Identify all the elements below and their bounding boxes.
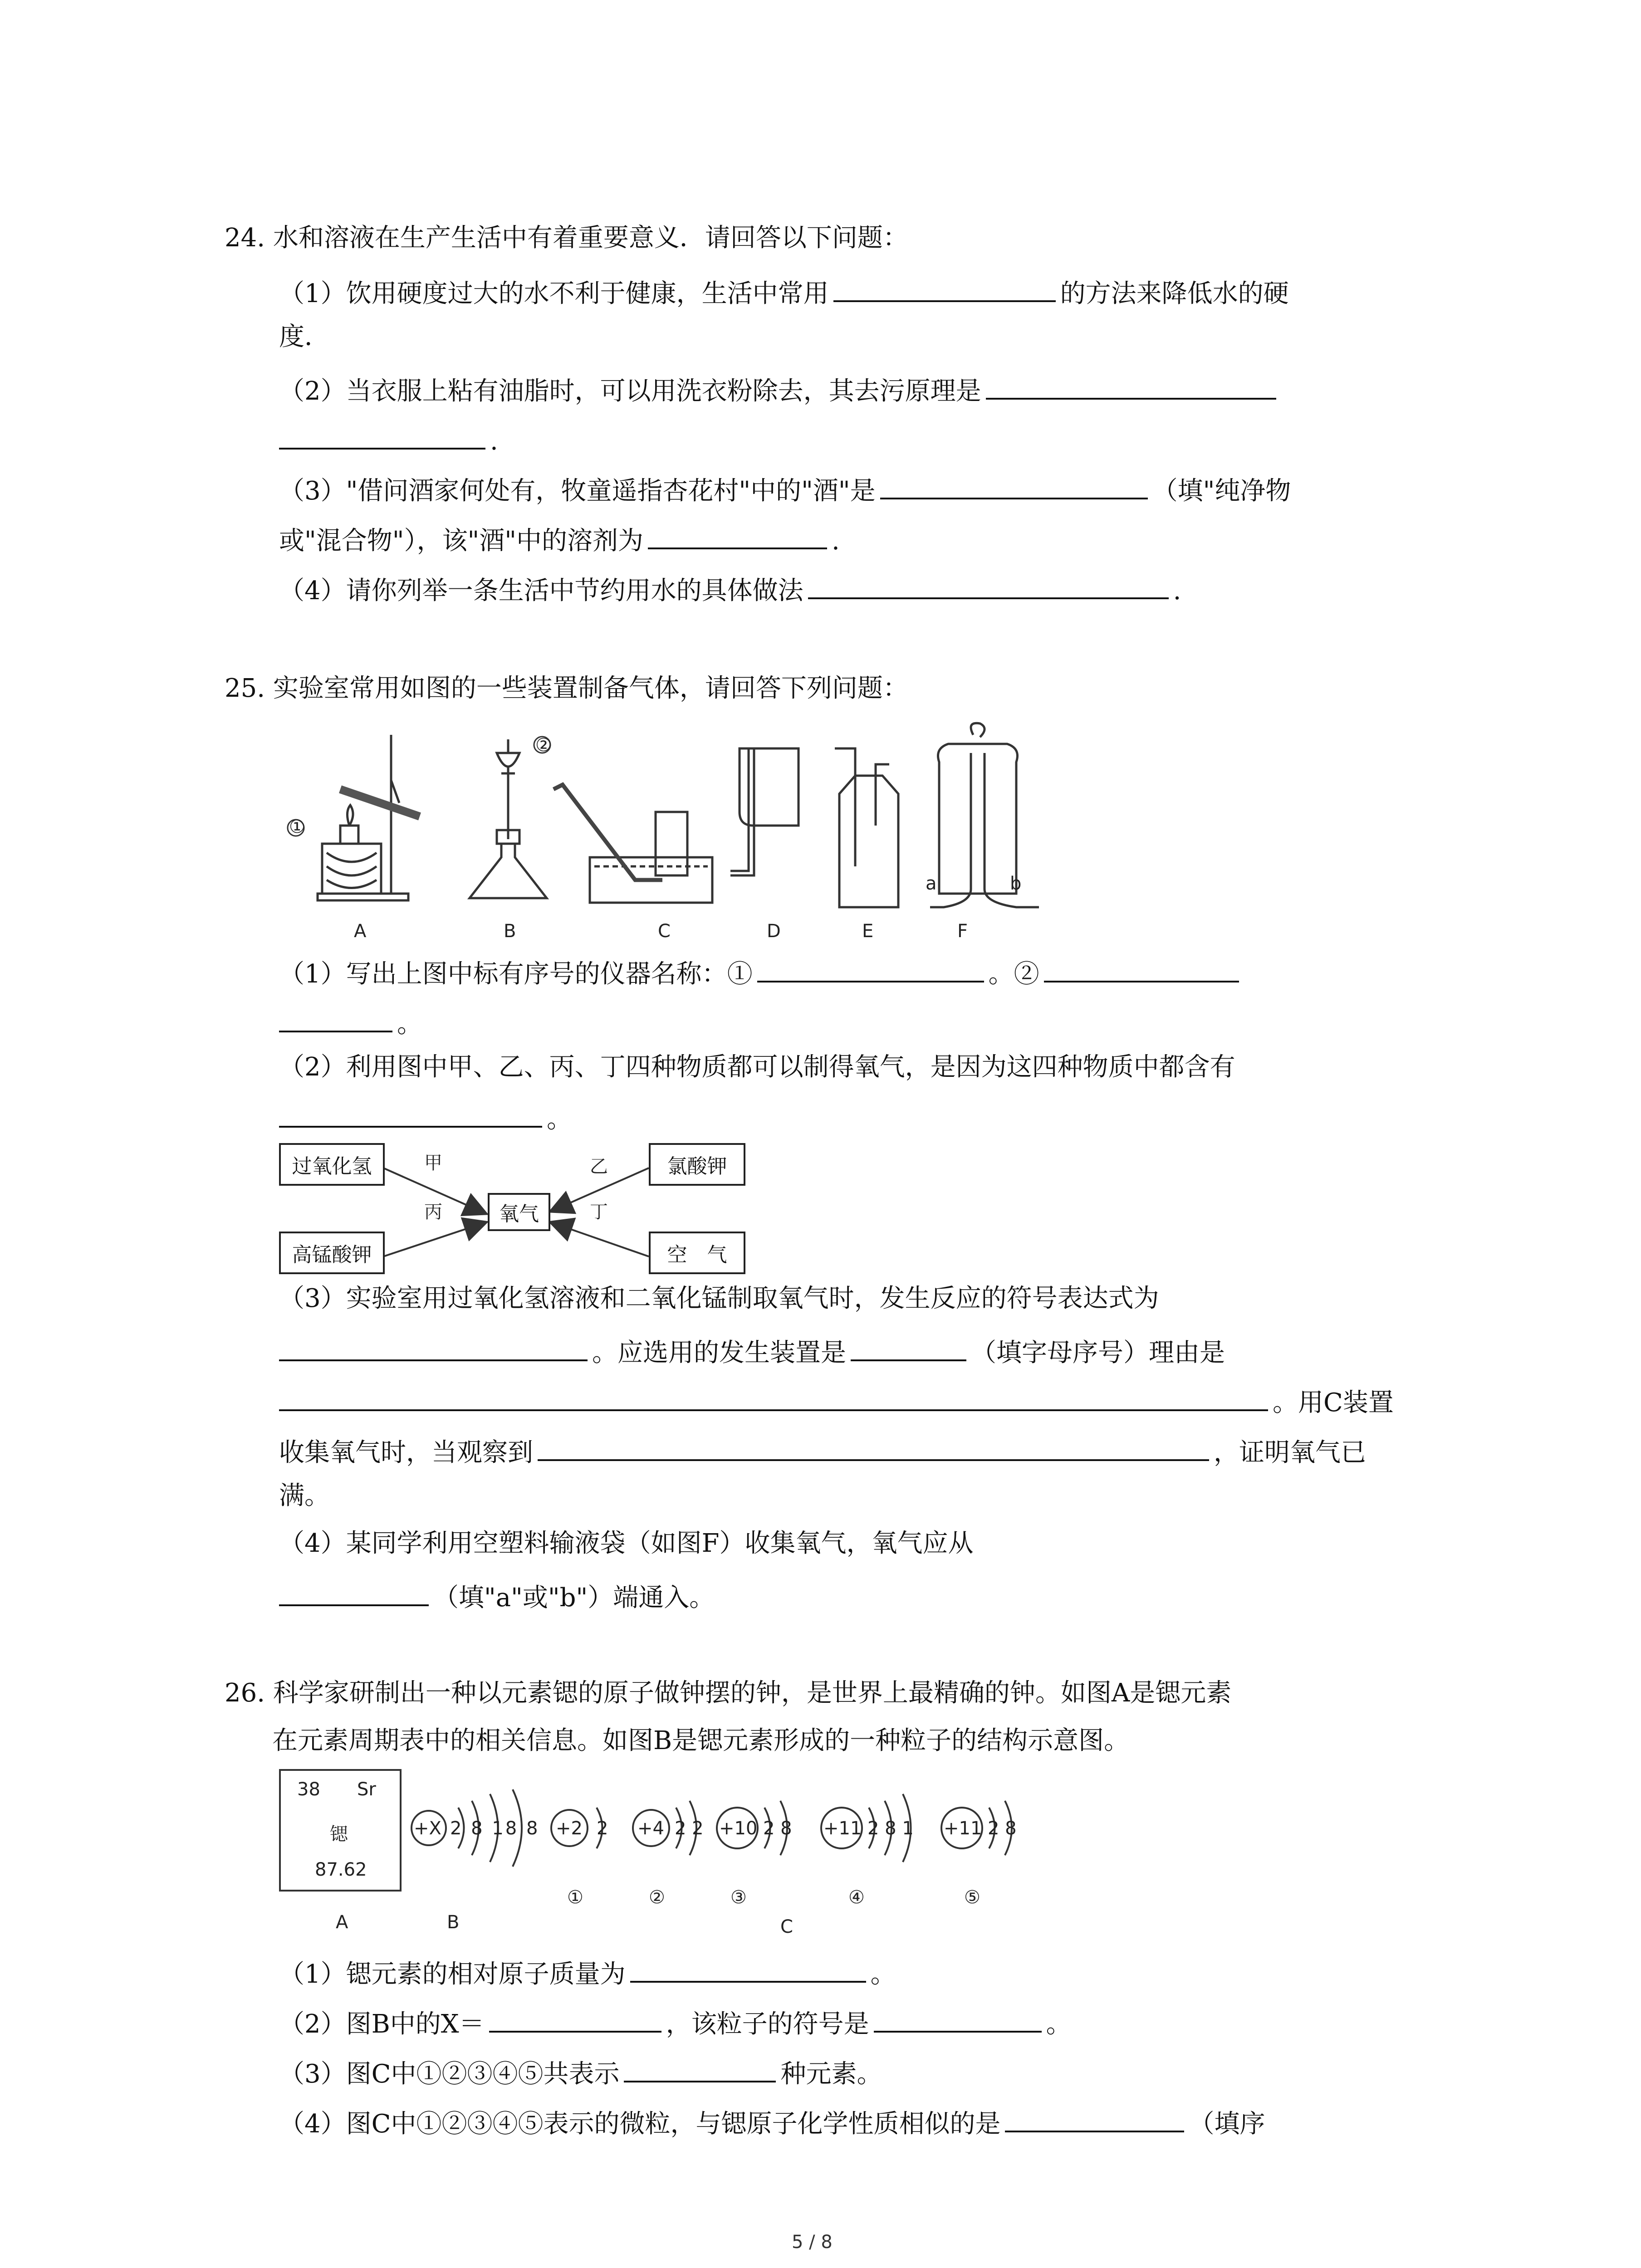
- page-number: 5 / 8: [792, 2232, 833, 2253]
- structure-c2-label: ②: [649, 1887, 665, 1908]
- q24-p1-cont: 度．: [279, 322, 330, 352]
- structure-c4-shells: 2 8 1: [867, 1818, 914, 1839]
- label-jia: 甲: [424, 1153, 442, 1173]
- bag-end-b: b: [1010, 873, 1022, 894]
- fig-label-b: B: [447, 1912, 460, 1933]
- q24-title: 24. 水和溶液在生产生活中有着重要意义．请回答以下问题：: [225, 223, 908, 253]
- q25-p3-line4: [279, 1436, 1366, 1466]
- q24-blank-2a[interactable]: [986, 374, 1276, 400]
- structure-c1-label: ①: [567, 1887, 583, 1908]
- structure-c5: [937, 1783, 1037, 1914]
- q25-p1: [279, 957, 1244, 987]
- q24-p1: [279, 277, 1289, 307]
- apparatus-marker-2: ②: [535, 735, 552, 756]
- element-card: [279, 1769, 402, 1892]
- bag-end-a: a: [926, 873, 937, 894]
- q25-blank-2[interactable]: [279, 1102, 542, 1128]
- q25-blank-3c[interactable]: [279, 1386, 1268, 1411]
- q25-blank-1b[interactable]: [1044, 957, 1239, 982]
- structure-c3-label: ③: [730, 1887, 747, 1908]
- apparatus-marker-1: ①: [289, 816, 305, 837]
- q25-p4-text-b: （填"a"或"b"）端通入。: [433, 1583, 715, 1613]
- box-kclo3: 氯酸钾: [649, 1143, 745, 1186]
- q26-title-1: 26. 科学家研制出一种以元素锶的原子做钟摆的钟，是世界上最精确的钟。如图A是锶元素: [225, 1678, 1232, 1708]
- q26-p4-text-a: （4）图C中①②③④⑤表示的微粒，与锶原子化学性质相似的是: [279, 2109, 1001, 2139]
- q24-p4-text-b: .: [1173, 576, 1181, 606]
- q24-p3-cont: [279, 524, 840, 554]
- q26-p1-text-b: 。: [870, 1960, 896, 1989]
- q25-blank-4[interactable]: [279, 1581, 429, 1606]
- q26-p2-text-a: （2）图B中的X＝: [279, 2009, 485, 2039]
- q26-p3-text-a: （3）图C中①②③④⑤共表示: [279, 2059, 620, 2089]
- q24-p3: [279, 474, 1291, 504]
- structure-c2-shells: 2 2: [675, 1818, 704, 1839]
- q24-p1-text-a: （1）饮用硬度过大的水不利于健康，生活中常用: [279, 279, 829, 308]
- q26-p2: [279, 2007, 1072, 2037]
- q24-p2-text-a: （2）当衣服上粘有油脂时，可以用洗衣粉除去，其去污原理是: [279, 376, 981, 406]
- structure-c3-shells: 2 8: [763, 1818, 792, 1839]
- q26-p4-text-b: （填序: [1189, 2109, 1265, 2139]
- q24-p4: [279, 574, 1181, 604]
- q25-p3: （3）实验室用过氧化氢溶液和二氧化锰制取氧气时，发生反应的符号表达式为: [279, 1284, 1159, 1313]
- q24-blank-3b[interactable]: [648, 524, 827, 549]
- apparatus-label-c: C: [658, 921, 671, 942]
- element-number: 38: [297, 1779, 320, 1800]
- q26-blank-2b[interactable]: [874, 2007, 1042, 2033]
- q24-p3-text-c: 或"混合物"），该"酒"中的溶剂为: [279, 526, 644, 556]
- q25-p3-line2: [279, 1336, 1225, 1366]
- fig-label-c: C: [780, 1916, 793, 1937]
- q25-blank-3d[interactable]: [538, 1436, 1209, 1461]
- q24-p4-text-a: （4）请你列举一条生活中节约用水的具体做法: [279, 576, 803, 606]
- apparatus-label-e: E: [862, 921, 874, 942]
- structure-c4-label: ④: [848, 1887, 865, 1908]
- structure-c4-nucleus: +11: [823, 1818, 862, 1839]
- q25-p3-text-e: 收集氧气时，当观察到: [279, 1438, 533, 1467]
- fig-label-a: A: [336, 1912, 348, 1933]
- apparatus-a: [288, 735, 420, 900]
- q25-p1-cont: [279, 1007, 422, 1037]
- q24-blank-3a[interactable]: [880, 474, 1148, 499]
- q25-title: 25. 实验室常用如图的一些装置制备气体，请回答下列问题：: [225, 674, 908, 703]
- q26-p2-text-c: 。: [1046, 2009, 1072, 2039]
- q25-p2: （2）利用图中甲、乙、丙、丁四种物质都可以制得氧气，是因为这四种物质中都含有: [279, 1052, 1235, 1082]
- structure-b: [408, 1783, 540, 1873]
- q25-p2-text-b: 。: [547, 1105, 572, 1134]
- box-air: 空 气: [649, 1232, 745, 1274]
- apparatus-label-f: F: [957, 921, 968, 942]
- q25-p3-text-d: 。用C装置: [1273, 1388, 1394, 1418]
- q24-p1-text-b: 的方法来降低水的硬: [1060, 279, 1289, 308]
- q26-p2-text-b: ，该粒子的符号是: [666, 2009, 869, 2039]
- apparatus-f: [930, 723, 1039, 907]
- q24-p2-cont: [279, 424, 498, 454]
- label-bing: 丙: [424, 1202, 442, 1222]
- q25-p3-text-b: 。应选用的发生装置是: [592, 1338, 846, 1368]
- apparatus-label-b: B: [504, 921, 516, 942]
- q26-title-2: 在元素周期表中的相关信息。如图B是锶元素形成的一种粒子的结构示意图。: [272, 1726, 1130, 1755]
- q24-p3-text-a: （3）"借问酒家何处有，牧童遥指杏花村"中的"酒"是: [279, 476, 876, 506]
- structure-c1-shells: 2: [597, 1818, 608, 1839]
- apparatus-c: [554, 785, 712, 903]
- q25-p3-line3: [279, 1386, 1394, 1416]
- structure-c3: [712, 1783, 803, 1914]
- structure-b-nucleus: +X: [414, 1818, 441, 1839]
- structure-c2-nucleus: +4: [637, 1818, 664, 1839]
- element-mass: 87.62: [315, 1859, 367, 1880]
- label-ding: 丁: [590, 1202, 608, 1222]
- box-h2o2: 过氧化氢: [279, 1143, 385, 1186]
- q26-blank-2a[interactable]: [489, 2007, 661, 2033]
- q26-blank-1[interactable]: [630, 1957, 866, 1983]
- apparatus-e: [835, 748, 898, 907]
- q26-p1: [279, 1957, 896, 1987]
- box-kmno4: 高锰酸钾: [279, 1232, 385, 1274]
- box-o2: 氧气: [488, 1193, 550, 1231]
- structure-c5-label: ⑤: [964, 1887, 980, 1908]
- structure-c5-nucleus: +11: [944, 1818, 982, 1839]
- structure-c1: [547, 1783, 619, 1914]
- q26-blank-4[interactable]: [1005, 2107, 1184, 2132]
- q25-blank-1c[interactable]: [279, 1007, 392, 1032]
- apparatus-d: [730, 748, 798, 875]
- apparatus-label-d: D: [767, 921, 781, 942]
- q26-blank-3[interactable]: [624, 2057, 776, 2082]
- structure-c1-nucleus: +2: [556, 1818, 583, 1839]
- element-name: 锶: [330, 1824, 348, 1845]
- q24-p3-text-b: （填"纯净物: [1152, 476, 1291, 506]
- structure-c4: [817, 1783, 926, 1914]
- apparatus-label-a: A: [354, 921, 367, 942]
- q25-blank-1a[interactable]: [757, 957, 984, 982]
- q24-blank-2b[interactable]: [279, 424, 485, 450]
- q25-p3-text-f: ，证明氧气已: [1214, 1438, 1366, 1467]
- q24-blank-4[interactable]: [808, 574, 1169, 599]
- structure-b-shells: 2 8 18 8: [450, 1818, 540, 1839]
- q25-p2-cont: [279, 1102, 572, 1132]
- apparatus-figure: [272, 721, 1066, 930]
- apparatus-b: [470, 737, 550, 898]
- structure-c5-shells: 2 8: [988, 1818, 1017, 1839]
- q25-p1-text-b: 。②: [988, 959, 1039, 989]
- label-yi: 乙: [590, 1156, 608, 1177]
- q25-p4: （4）某同学利用空塑料输液袋（如图F）收集氧气，氧气应从: [279, 1529, 974, 1558]
- q25-p1-text-c: 。: [397, 1009, 422, 1039]
- structure-c3-nucleus: +10: [719, 1818, 758, 1839]
- q25-p3-text-c: （填字母序号）理由是: [971, 1338, 1225, 1368]
- q25-blank-3b[interactable]: [851, 1336, 966, 1361]
- q25-blank-3a[interactable]: [279, 1336, 588, 1361]
- q24-blank-1[interactable]: [833, 277, 1056, 302]
- q24-p2: [279, 374, 1281, 404]
- q24-p2-text-b: .: [490, 426, 498, 456]
- q24-p3-text-d: .: [832, 526, 840, 556]
- q26-p3-text-b: 种元素。: [780, 2059, 882, 2089]
- q26-p3: [279, 2057, 882, 2087]
- q25-p3-line5: 满。: [279, 1481, 330, 1510]
- element-symbol: Sr: [357, 1779, 376, 1800]
- q25-p4-cont: [279, 1581, 715, 1611]
- structure-c2: [628, 1783, 705, 1914]
- q25-p1-text-a: （1）写出上图中标有序号的仪器名称：①: [279, 959, 753, 989]
- q26-p4: [279, 2107, 1265, 2137]
- q26-p1-text-a: （1）锶元素的相对原子质量为: [279, 1960, 626, 1989]
